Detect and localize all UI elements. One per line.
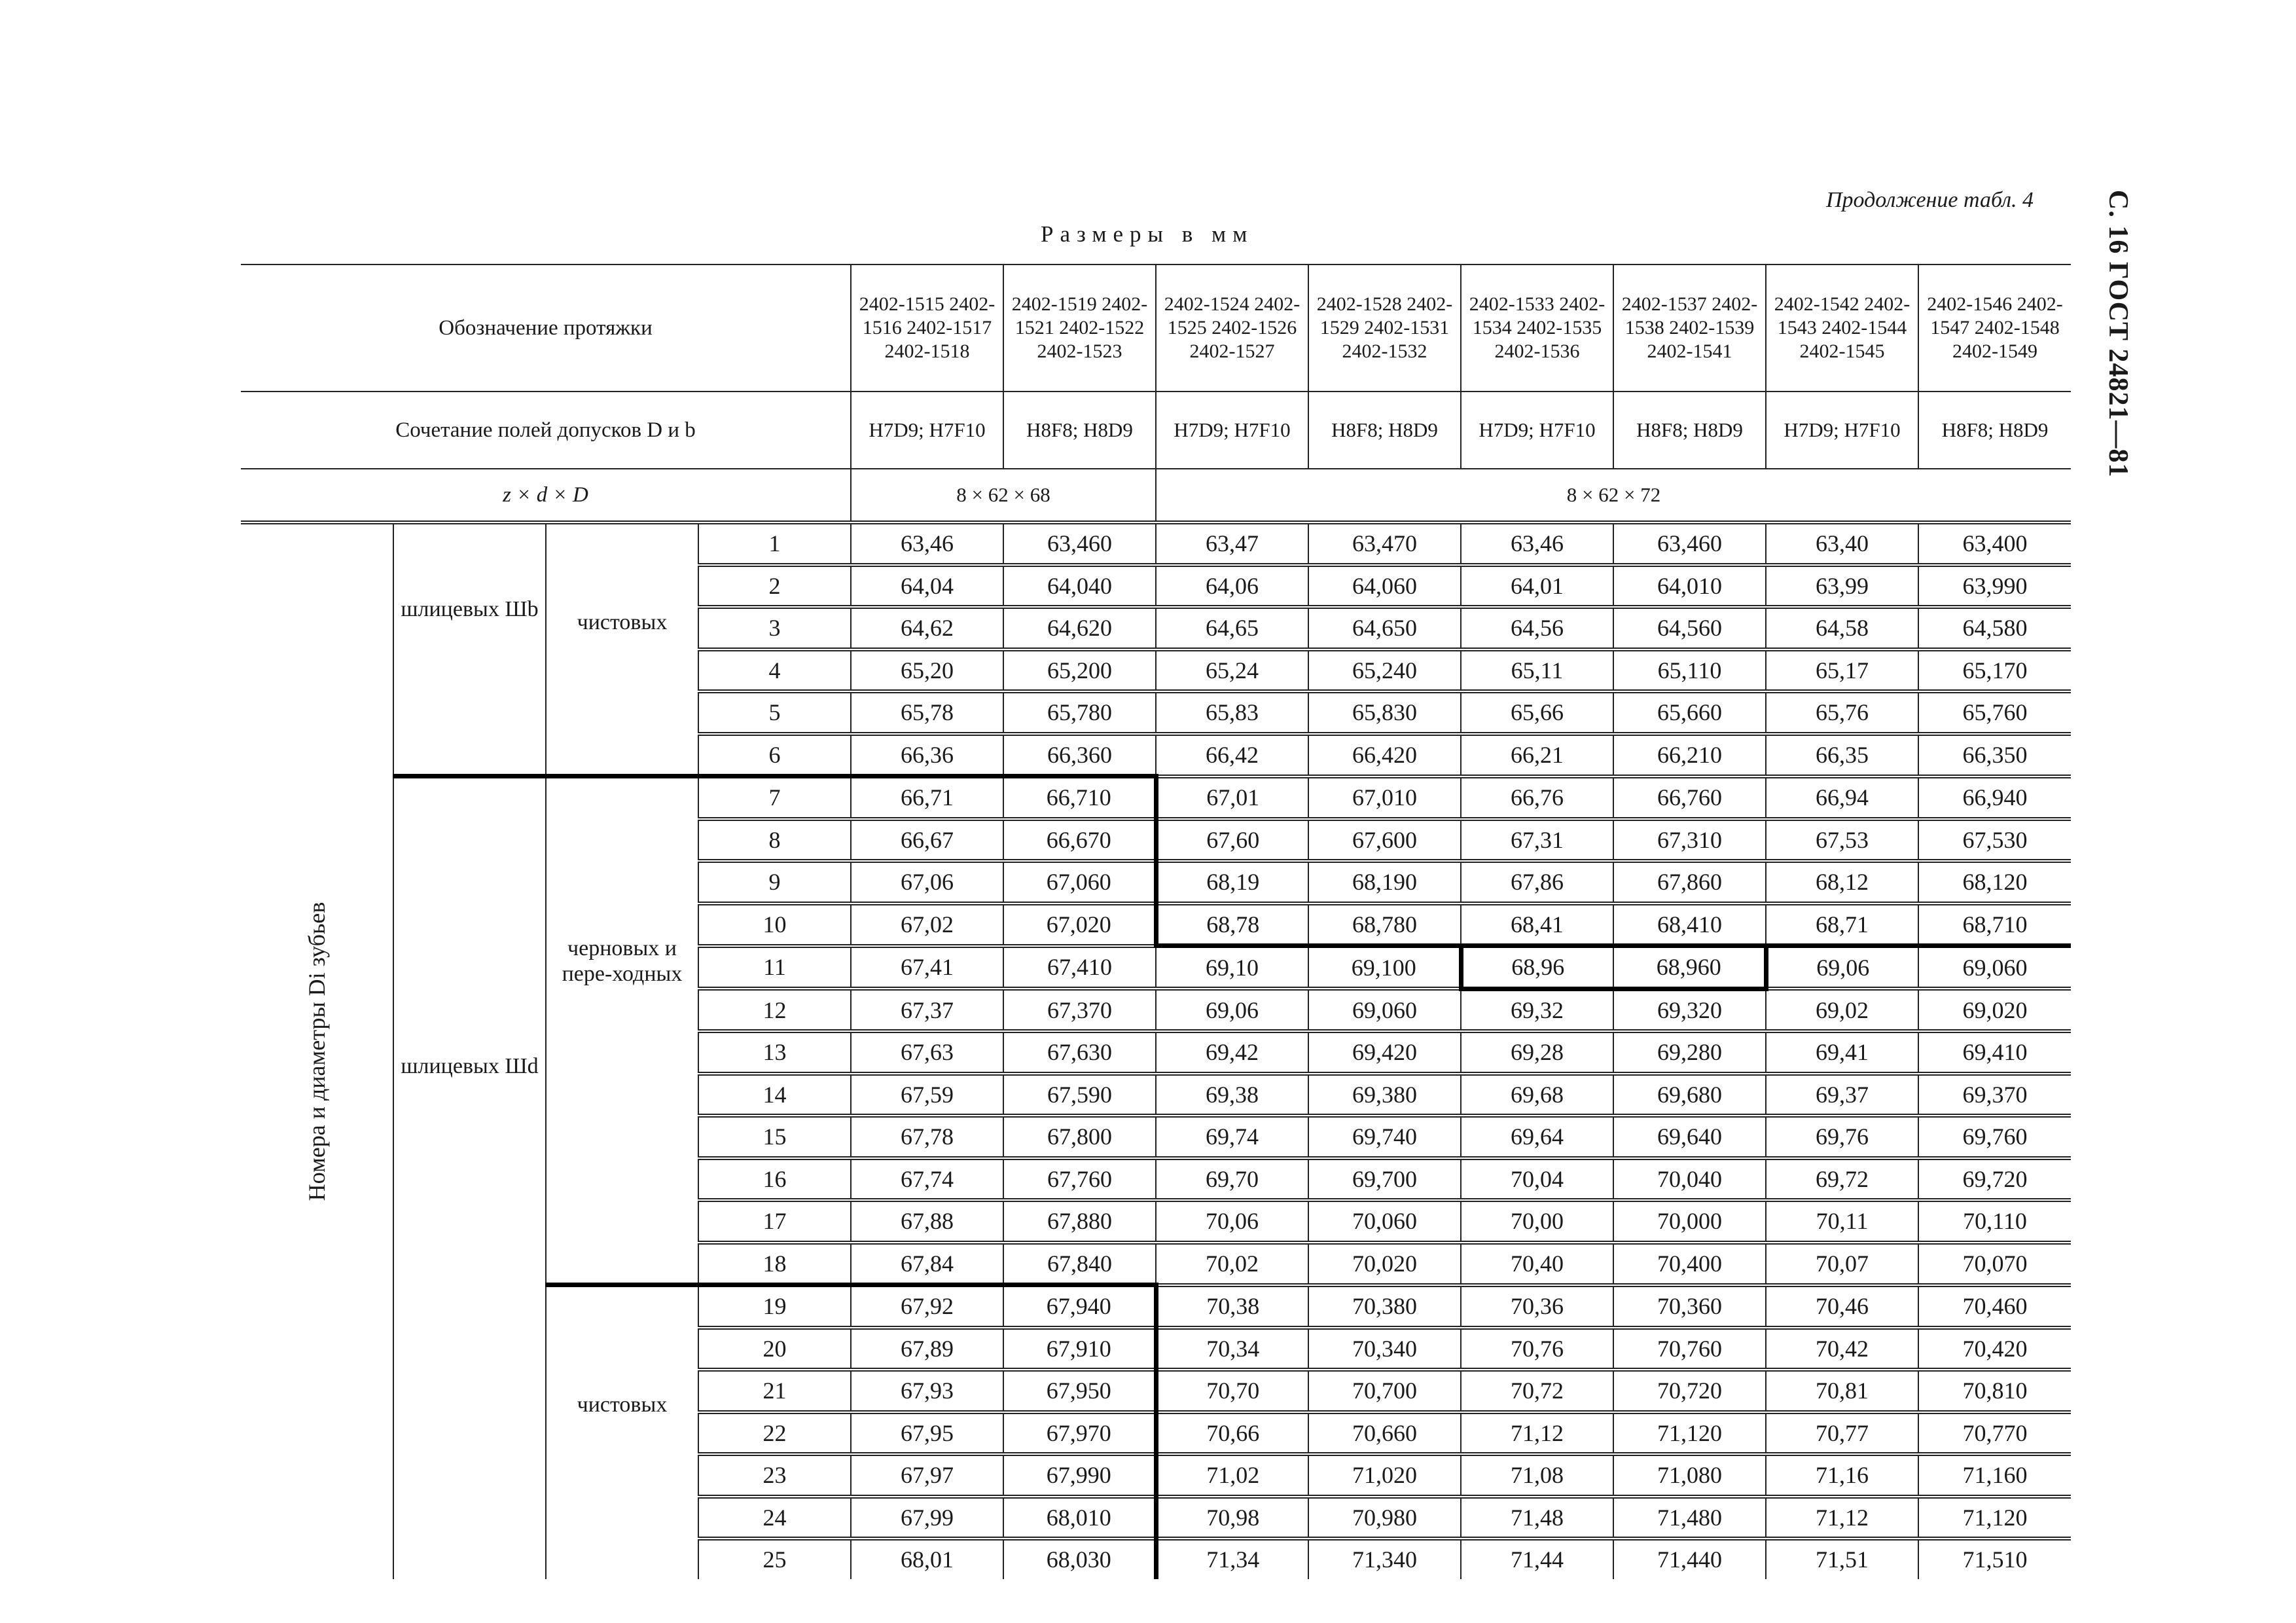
tooth-number-cell: 18 [698, 1243, 851, 1285]
group-label-sh-b: шлицевых Шb [393, 522, 546, 776]
diameter-cell: 67,60 [1156, 819, 1308, 862]
tooth-number-cell: 3 [698, 607, 851, 649]
diameter-cell: 68,78 [1156, 903, 1308, 946]
diameter-cell: 65,240 [1308, 649, 1461, 692]
diameter-cell: 70,76 [1461, 1328, 1613, 1370]
running-title: Продолжение табл. 4 [1826, 188, 2034, 212]
table-row [241, 776, 2071, 819]
diameter-cell: 63,46 [1461, 522, 1613, 565]
diameter-cell: 68,710 [1918, 903, 2071, 946]
diameter-cell: 70,810 [1918, 1370, 2071, 1412]
diameter-cell: 63,400 [1918, 522, 2071, 565]
diameter-cell: 69,76 [1766, 1116, 1918, 1158]
diameter-cell: 66,76 [1461, 776, 1613, 819]
diameter-cell: 71,51 [1766, 1539, 1918, 1579]
diameter-cell: 65,200 [1003, 649, 1156, 692]
diameter-cell: 70,340 [1308, 1328, 1461, 1370]
diameter-cell: 64,010 [1613, 565, 1766, 608]
diameter-cell: 67,92 [851, 1285, 1003, 1328]
diameter-cell: 70,380 [1308, 1285, 1461, 1328]
code-cell: 2402-1537 2402-1538 2402-1539 2402-1541 [1613, 264, 1766, 392]
diameter-cell: 69,420 [1308, 1031, 1461, 1074]
diameter-cell: 69,70 [1156, 1158, 1308, 1201]
diameter-cell: 65,76 [1766, 691, 1918, 734]
code-cell: 2402-1528 2402-1529 2402-1531 2402-1532 [1308, 264, 1461, 392]
diameter-cell: 65,78 [851, 691, 1003, 734]
diameter-cell: 70,700 [1308, 1370, 1461, 1412]
diameter-cell: 67,89 [851, 1328, 1003, 1370]
diameter-cell: 67,020 [1003, 903, 1156, 946]
tolerance-cell: H8F8; H8D9 [1003, 392, 1156, 469]
diameter-cell: 69,38 [1156, 1074, 1308, 1116]
diameter-cell: 68,12 [1766, 861, 1918, 903]
tooth-number-cell: 23 [698, 1454, 851, 1497]
diameter-cell: 63,40 [1766, 522, 1918, 565]
tooth-number-cell: 19 [698, 1285, 851, 1328]
diameter-cell: 70,06 [1156, 1200, 1308, 1243]
tooth-number-cell: 13 [698, 1031, 851, 1074]
diameter-cell: 66,420 [1308, 734, 1461, 776]
diameter-cell: 69,680 [1613, 1074, 1766, 1116]
diameter-cell: 64,040 [1003, 565, 1156, 608]
diameter-cell: 68,010 [1003, 1497, 1156, 1539]
tooth-number-cell: 24 [698, 1497, 851, 1539]
diameter-cell: 70,34 [1156, 1328, 1308, 1370]
tooth-number-cell: 2 [698, 565, 851, 608]
zdD-value: 8 × 62 × 72 [1156, 469, 2071, 522]
diameter-cell: 69,74 [1156, 1116, 1308, 1158]
diameter-cell: 69,100 [1308, 946, 1461, 989]
page-number-text: С. 16 ГОСТ 24821—81 [2103, 190, 2133, 478]
diameter-cell: 67,06 [851, 861, 1003, 903]
diameter-cell: 65,20 [851, 649, 1003, 692]
diameter-cell: 69,410 [1918, 1031, 2071, 1074]
diameter-cell: 66,35 [1766, 734, 1918, 776]
diameter-cell: 69,280 [1613, 1031, 1766, 1074]
diameter-cell: 66,71 [851, 776, 1003, 819]
diameter-cell: 70,98 [1156, 1497, 1308, 1539]
diameter-cell: 70,70 [1156, 1370, 1308, 1412]
diameter-cell: 69,720 [1918, 1158, 2071, 1201]
diameter-cell: 67,630 [1003, 1031, 1156, 1074]
diameter-cell: 70,07 [1766, 1243, 1918, 1285]
diameter-cell: 63,990 [1918, 565, 2071, 608]
designation-label: Обозначение протяжки [241, 264, 851, 392]
diameter-cell: 67,37 [851, 989, 1003, 1031]
diameter-cell: 66,36 [851, 734, 1003, 776]
diameter-cell: 71,44 [1461, 1539, 1613, 1579]
diameter-cell: 71,02 [1156, 1454, 1308, 1497]
diameter-cell: 64,01 [1461, 565, 1613, 608]
diameter-cell: 70,02 [1156, 1243, 1308, 1285]
diameter-cell: 70,04 [1461, 1158, 1613, 1201]
diameter-cell: 64,62 [851, 607, 1003, 649]
diameter-cell: 69,64 [1461, 1116, 1613, 1158]
tooth-number-cell: 25 [698, 1539, 851, 1579]
diameter-cell: 67,860 [1613, 861, 1766, 903]
diameter-cell: 63,460 [1613, 522, 1766, 565]
diameter-cell: 71,020 [1308, 1454, 1461, 1497]
diameter-cell: 67,880 [1003, 1200, 1156, 1243]
diameter-cell: 67,97 [851, 1454, 1003, 1497]
diameter-cell: 67,530 [1918, 819, 2071, 862]
diameter-cell: 70,400 [1613, 1243, 1766, 1285]
diameter-cell: 69,10 [1156, 946, 1308, 989]
diameter-cell: 70,81 [1766, 1370, 1918, 1412]
diameter-cell: 67,86 [1461, 861, 1613, 903]
diameter-cell: 70,000 [1613, 1200, 1766, 1243]
diameter-cell: 70,360 [1613, 1285, 1766, 1328]
diameter-cell: 68,780 [1308, 903, 1461, 946]
tooth-number-cell: 10 [698, 903, 851, 946]
diameter-cell: 70,020 [1308, 1243, 1461, 1285]
diameter-cell: 70,070 [1918, 1243, 2071, 1285]
diameter-cell: 67,370 [1003, 989, 1156, 1031]
diameter-cell: 66,940 [1918, 776, 2071, 819]
diameter-cell: 66,670 [1003, 819, 1156, 862]
group-label-sh-d: шлицевых Шd [393, 776, 546, 1579]
header-row-tolerance [241, 392, 2071, 469]
code-cell: 2402-1524 2402-1525 2402-1526 2402-1527 [1156, 264, 1308, 392]
diameter-cell: 66,360 [1003, 734, 1156, 776]
diameter-cell: 69,060 [1918, 946, 2071, 989]
diameter-cell: 64,060 [1308, 565, 1461, 608]
diameter-cell: 64,56 [1461, 607, 1613, 649]
code-cell: 2402-1519 2402-1521 2402-1522 2402-1523 [1003, 264, 1156, 392]
tooth-number-cell: 16 [698, 1158, 851, 1201]
diameter-cell: 65,170 [1918, 649, 2071, 692]
diameter-cell: 67,760 [1003, 1158, 1156, 1201]
diameter-cell: 65,11 [1461, 649, 1613, 692]
diameter-cell: 70,060 [1308, 1200, 1461, 1243]
diameter-cell: 64,58 [1766, 607, 1918, 649]
diameter-cell: 71,120 [1918, 1497, 2071, 1539]
diameter-cell: 64,06 [1156, 565, 1308, 608]
diameter-cell: 71,16 [1766, 1454, 1918, 1497]
vertical-label-cell [241, 522, 393, 1579]
diameter-cell: 66,210 [1613, 734, 1766, 776]
diameter-cell: 71,340 [1308, 1539, 1461, 1579]
diameter-cell: 63,46 [851, 522, 1003, 565]
diameter-cell: 70,760 [1613, 1328, 1766, 1370]
diameter-cell: 69,42 [1156, 1031, 1308, 1074]
diameter-cell: 65,830 [1308, 691, 1461, 734]
diameter-cell: 65,780 [1003, 691, 1156, 734]
diameter-cell: 69,740 [1308, 1116, 1461, 1158]
diameter-cell: 67,060 [1003, 861, 1156, 903]
tooth-number-cell: 11 [698, 946, 851, 989]
diameter-cell: 70,77 [1766, 1412, 1918, 1455]
tooth-number-cell: 8 [698, 819, 851, 862]
diameter-cell: 69,060 [1308, 989, 1461, 1031]
diameter-cell: 69,700 [1308, 1158, 1461, 1201]
diameter-cell: 63,47 [1156, 522, 1308, 565]
zdD-value: 8 × 62 × 68 [851, 469, 1156, 522]
diameter-cell: 71,48 [1461, 1497, 1613, 1539]
diameter-cell: 67,310 [1613, 819, 1766, 862]
diameter-cell: 69,41 [1766, 1031, 1918, 1074]
diameter-cell: 71,480 [1613, 1497, 1766, 1539]
diameter-cell: 68,960 [1613, 946, 1766, 989]
page-number-vertical [2088, 190, 2140, 504]
diameter-cell: 67,59 [851, 1074, 1003, 1116]
table-row [241, 522, 2071, 565]
header-row-zdD [241, 469, 2071, 522]
diameter-cell: 67,88 [851, 1200, 1003, 1243]
diameter-cell: 63,99 [1766, 565, 1918, 608]
diameter-cell: 68,71 [1766, 903, 1918, 946]
diameter-cell: 66,760 [1613, 776, 1766, 819]
diameter-cell: 67,990 [1003, 1454, 1156, 1497]
code-cell: 2402-1515 2402-1516 2402-1517 2402-1518 [851, 264, 1003, 392]
diameter-cell: 64,04 [851, 565, 1003, 608]
diameter-cell: 64,560 [1613, 607, 1766, 649]
tolerance-cell: H7D9; H7F10 [1461, 392, 1613, 469]
diameter-cell: 68,030 [1003, 1539, 1156, 1579]
diameter-cell: 71,440 [1613, 1539, 1766, 1579]
diameter-cell: 64,65 [1156, 607, 1308, 649]
subgroup-finishing: чистовых [546, 522, 698, 776]
tolerance-cell: H7D9; H7F10 [1766, 392, 1918, 469]
diameter-cell: 69,760 [1918, 1116, 2071, 1158]
diameter-cell: 70,42 [1766, 1328, 1918, 1370]
diameter-cell: 70,720 [1613, 1370, 1766, 1412]
diameter-cell: 66,42 [1156, 734, 1308, 776]
vertical-label-wrap [241, 524, 393, 1579]
diameter-cell: 69,32 [1461, 989, 1613, 1031]
diameter-cell: 63,460 [1003, 522, 1156, 565]
diameter-cell: 67,99 [851, 1497, 1003, 1539]
diameter-cell: 67,53 [1766, 819, 1918, 862]
zdD-label: z × d × D [241, 469, 851, 522]
tolerance-cell: H7D9; H7F10 [851, 392, 1003, 469]
code-cell: 2402-1546 2402-1547 2402-1548 2402-1549 [1918, 264, 2071, 392]
diameter-cell: 69,320 [1613, 989, 1766, 1031]
diameter-cell: 69,72 [1766, 1158, 1918, 1201]
diameter-cell: 67,93 [851, 1370, 1003, 1412]
diameter-cell: 70,66 [1156, 1412, 1308, 1455]
diameter-cell: 64,650 [1308, 607, 1461, 649]
diameter-cell: 68,190 [1308, 861, 1461, 903]
tooth-number-cell: 12 [698, 989, 851, 1031]
diameter-cell: 66,350 [1918, 734, 2071, 776]
diameter-cell: 70,38 [1156, 1285, 1308, 1328]
diameter-cell: 67,970 [1003, 1412, 1156, 1455]
diameter-cell: 68,01 [851, 1539, 1003, 1579]
diameter-cell: 67,78 [851, 1116, 1003, 1158]
diameter-cell: 69,020 [1918, 989, 2071, 1031]
diameter-cell: 67,010 [1308, 776, 1461, 819]
diameter-cell: 66,21 [1461, 734, 1613, 776]
diameter-cell: 67,940 [1003, 1285, 1156, 1328]
diameter-cell: 68,410 [1613, 903, 1766, 946]
tolerance-cell: H7D9; H7F10 [1156, 392, 1308, 469]
diameter-cell: 71,12 [1766, 1497, 1918, 1539]
diameter-cell: 65,17 [1766, 649, 1918, 692]
subgroup-rough-transition: черновых и пере-ходных [546, 776, 698, 1285]
diameter-cell: 67,840 [1003, 1243, 1156, 1285]
diameter-cell: 66,94 [1766, 776, 1918, 819]
tooth-number-cell: 14 [698, 1074, 851, 1116]
diameter-cell: 69,640 [1613, 1116, 1766, 1158]
diameter-cell: 65,660 [1613, 691, 1766, 734]
diameter-cell: 65,83 [1156, 691, 1308, 734]
diameter-cell: 67,600 [1308, 819, 1461, 862]
diameter-cell: 70,11 [1766, 1200, 1918, 1243]
diameter-cell: 68,96 [1461, 946, 1613, 989]
diameter-cell: 71,12 [1461, 1412, 1613, 1455]
diameter-cell: 70,110 [1918, 1200, 2071, 1243]
diameter-cell: 67,410 [1003, 946, 1156, 989]
diameter-cell: 67,01 [1156, 776, 1308, 819]
diameter-cell: 67,910 [1003, 1328, 1156, 1370]
tooth-number-cell: 20 [698, 1328, 851, 1370]
diameter-cell: 70,72 [1461, 1370, 1613, 1412]
diameter-cell: 67,95 [851, 1412, 1003, 1455]
subgroup-finishing: чистовых [546, 1285, 698, 1579]
diameter-cell: 67,41 [851, 946, 1003, 989]
diameter-cell: 71,160 [1918, 1454, 2071, 1497]
code-cell: 2402-1542 2402-1543 2402-1544 2402-1545 [1766, 264, 1918, 392]
diameter-cell: 70,36 [1461, 1285, 1613, 1328]
code-cell: 2402-1533 2402-1534 2402-1535 2402-1536 [1461, 264, 1613, 392]
diameter-cell: 65,24 [1156, 649, 1308, 692]
diameter-cell: 65,66 [1461, 691, 1613, 734]
tolerance-cell: H8F8; H8D9 [1918, 392, 2071, 469]
header-row-designation [241, 264, 2071, 392]
diameter-cell: 65,760 [1918, 691, 2071, 734]
diameter-cell: 69,370 [1918, 1074, 2071, 1116]
tolerance-cell: H8F8; H8D9 [1613, 392, 1766, 469]
diameter-cell: 71,510 [1918, 1539, 2071, 1579]
diameter-cell: 65,110 [1613, 649, 1766, 692]
diameter-cell: 70,980 [1308, 1497, 1461, 1539]
diameter-cell: 67,84 [851, 1243, 1003, 1285]
diameter-cell: 67,02 [851, 903, 1003, 946]
diameter-cell: 66,710 [1003, 776, 1156, 819]
tooth-number-cell: 4 [698, 649, 851, 692]
diameter-cell: 69,37 [1766, 1074, 1918, 1116]
diameter-cell: 69,28 [1461, 1031, 1613, 1074]
tooth-number-cell: 1 [698, 522, 851, 565]
diameter-cell: 67,950 [1003, 1370, 1156, 1412]
diameter-cell: 67,590 [1003, 1074, 1156, 1116]
diameter-cell: 70,460 [1918, 1285, 2071, 1328]
diameter-cell: 70,040 [1613, 1158, 1766, 1201]
tooth-number-cell: 17 [698, 1200, 851, 1243]
units-caption: Размеры в мм [1041, 221, 1254, 247]
diameter-cell: 68,120 [1918, 861, 2071, 903]
tooth-number-cell: 15 [698, 1116, 851, 1158]
diameter-cell: 70,770 [1918, 1412, 2071, 1455]
diameter-cell: 67,74 [851, 1158, 1003, 1201]
diameter-cell: 64,620 [1003, 607, 1156, 649]
diameter-cell: 70,40 [1461, 1243, 1613, 1285]
tooth-number-cell: 5 [698, 691, 851, 734]
diameter-cell: 68,19 [1156, 861, 1308, 903]
diameter-cell: 63,470 [1308, 522, 1461, 565]
vertical-label: Номера и диаметры Di зубьев [304, 902, 330, 1201]
diameter-cell: 66,67 [851, 819, 1003, 862]
tolerance-label: Сочетание полей допусков D и b [241, 392, 851, 469]
diameter-cell: 71,34 [1156, 1539, 1308, 1579]
diameter-cell: 64,580 [1918, 607, 2071, 649]
tooth-number-cell: 9 [698, 861, 851, 903]
tolerance-cell: H8F8; H8D9 [1308, 392, 1461, 469]
diameter-cell: 67,800 [1003, 1116, 1156, 1158]
diameter-cell: 69,380 [1308, 1074, 1461, 1116]
diameter-cell: 71,120 [1613, 1412, 1766, 1455]
diameter-cell: 69,06 [1156, 989, 1308, 1031]
diameter-cell: 69,02 [1766, 989, 1918, 1031]
diameter-cell: 67,63 [851, 1031, 1003, 1074]
diameter-cell: 68,41 [1461, 903, 1613, 946]
broach-dimensions-table [241, 264, 2071, 1579]
diameter-cell: 71,08 [1461, 1454, 1613, 1497]
tooth-number-cell: 21 [698, 1370, 851, 1412]
tooth-number-cell: 22 [698, 1412, 851, 1455]
tooth-number-cell: 7 [698, 776, 851, 819]
diameter-cell: 70,46 [1766, 1285, 1918, 1328]
diameter-cell: 69,06 [1766, 946, 1918, 989]
diameter-cell: 70,660 [1308, 1412, 1461, 1455]
diameter-cell: 67,31 [1461, 819, 1613, 862]
diameter-cell: 70,00 [1461, 1200, 1613, 1243]
diameter-cell: 71,080 [1613, 1454, 1766, 1497]
tooth-number-cell: 6 [698, 734, 851, 776]
diameter-cell: 69,68 [1461, 1074, 1613, 1116]
diameter-cell: 70,420 [1918, 1328, 2071, 1370]
